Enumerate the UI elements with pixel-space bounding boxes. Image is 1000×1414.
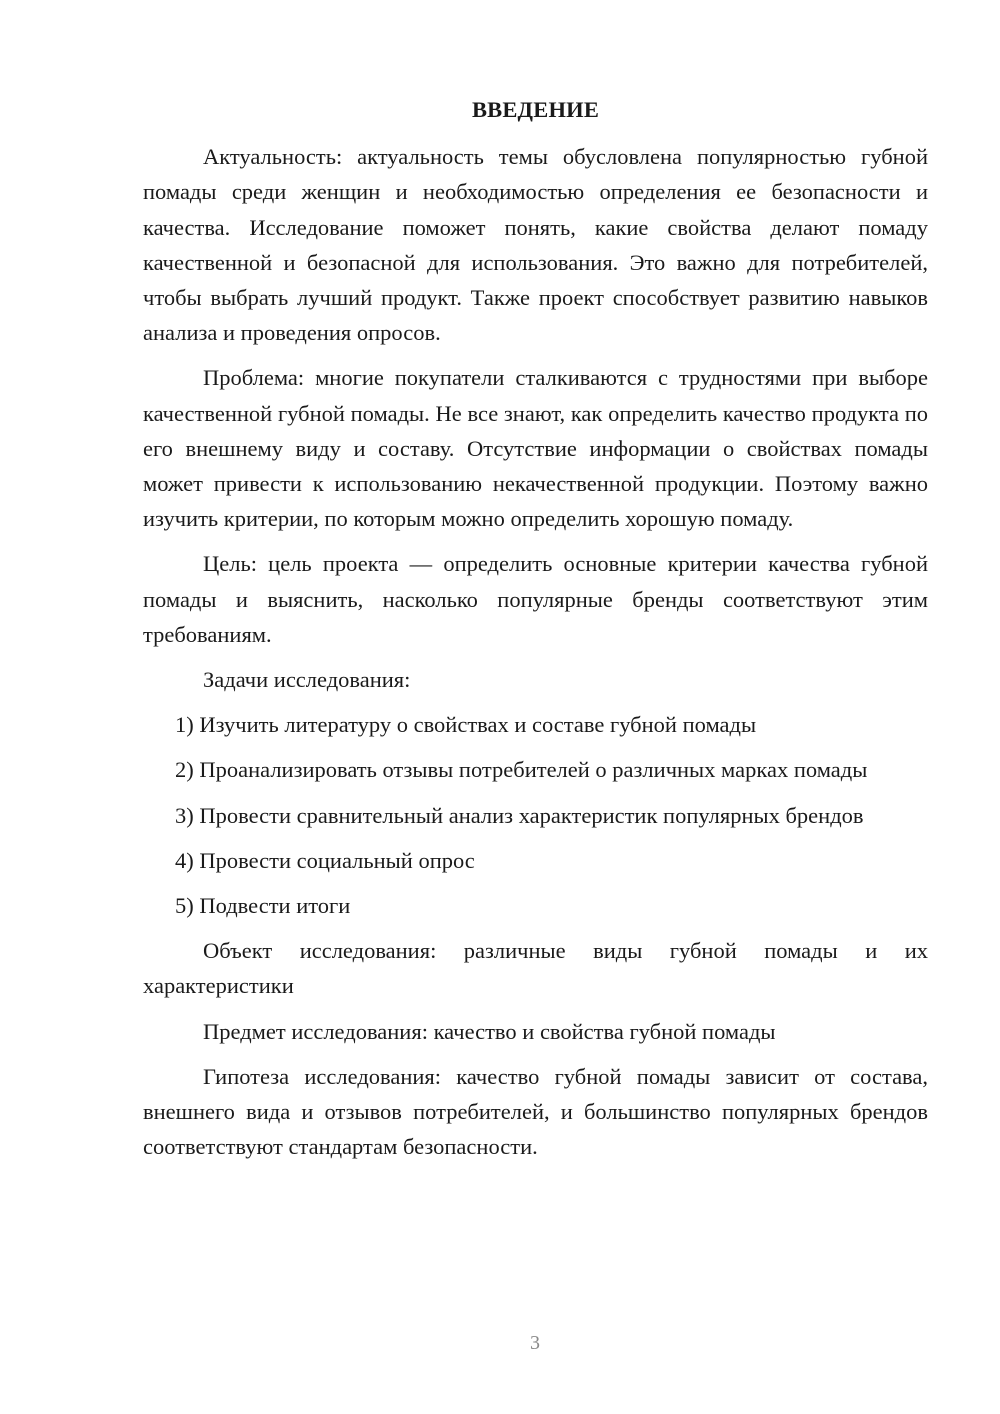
task-item-5: 5) Подвести итоги xyxy=(175,893,351,919)
task-item-4: 4) Провести социальный опрос xyxy=(175,847,475,873)
paragraph-relevance: Актуальность: актуальность темы обусловлена популярностью губной помады среди женщин и необходимостью определения ее безопасности и качества. Исследование поможет понять, какие свойства делают помаду качественной и безопасной для использования. Это важно для потребителей, чтобы выбрать лучший продукт. Также проект способствует развитию навыков анализа и проведения опросов. xyxy=(143,144,928,346)
document-page xyxy=(143,92,928,1174)
task-item-2: 2) Проанализировать отзывы потребителей о различных марках помады xyxy=(175,757,868,783)
task-item-1: 1) Изучить литературу о свойствах и составе губной помады xyxy=(175,712,757,738)
paragraph-goal: Цель: цель проекта — определить основные критерии качества губной помады и выяснить, насколько популярные бренды соответствуют этим требованиям. xyxy=(143,551,928,647)
page-number: 3 xyxy=(530,1332,540,1354)
paragraph-problem: Проблема: многие покупатели сталкиваются с трудностями при выборе качественной губной помады. Не все знают, как определить качество продукта по его внешнему виду и составу. Отсутствие информации о свойствах помады может привести к использованию некачественной продукции. Поэтому важно изучить критерии, по которым можно определить хорошую помаду. xyxy=(143,365,928,532)
paragraph-object: Объект исследования: различные виды губной помады и их характеристики xyxy=(143,938,928,999)
paragraph-subject: Предмет исследования: качество и свойства губной помады xyxy=(203,1018,776,1044)
section-title: ВВЕДЕНИЕ xyxy=(471,97,600,122)
tasks-heading: Задачи исследования: xyxy=(203,667,411,693)
paragraph-hypothesis: Гипотеза исследования: качество губной помады зависит от состава, внешнего вида и отзывов потребителей, и большинство популярных брендов соответствуют стандартам безопасности. xyxy=(143,1063,928,1160)
task-item-3: 3) Провести сравнительный анализ характеристик популярных брендов xyxy=(175,802,864,828)
